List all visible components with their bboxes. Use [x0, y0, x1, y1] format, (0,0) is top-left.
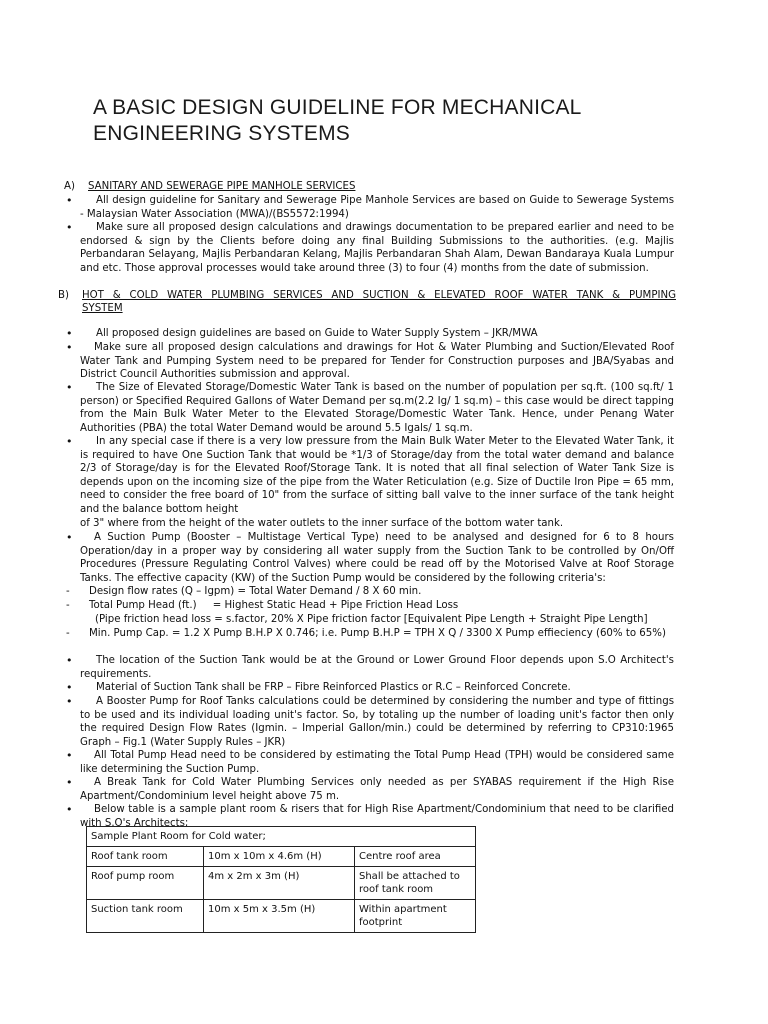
section-a-heading: SANITARY AND SEWERAGE PIPE MANHOLE SERVICES: [88, 181, 356, 192]
table-row: [87, 847, 476, 867]
section-b-bullet-7: Material of Suction Tank shall be FRP – Fibre Reinforced Plastics or R.C – Reinforced Concrete.: [96, 682, 571, 693]
table-caption-row: [87, 827, 476, 847]
table-row: [87, 867, 476, 900]
table-cell-note: Within apartment footprint: [355, 900, 476, 933]
dash-icon: -: [66, 628, 70, 639]
table-caption: Sample Plant Room for Cold water;: [87, 827, 476, 847]
section-b-heading-line-2: SYSTEM: [82, 303, 123, 314]
table-row: [87, 900, 476, 933]
title-line-2: ENGINEERING SYSTEMS: [93, 122, 351, 145]
section-b-bullet-4: In any special case if there is a very low pressure from the Main Bulk Water Meter to the Elevated Water Tank, it is required to have One Suction Tank that would be *1/3 of Storage/day from the total water demand and balance 2/3 of Storage/day is for the Elevated Roof/Storage Tank. It is noted that all final selection of Water Tank Size is depends upon on the incoming size of the pipe from the Water Reticulation (e.g. Size of Ductile Iron Pipe = 65 mm, need to consider the free board of 10" from the surface of sitting ball valve to the inner surface of the tank height and the balance bottom height: [80, 436, 674, 515]
table-cell-note: Centre roof area: [355, 847, 476, 867]
section-b-bullet-8: A Booster Pump for Roof Tanks calculations could be determined by considering the number and type of fittings to be used and its individual loading unit's factor. So, by totaling up the number of loading unit's factor then only the required Design Flow Rates (Igmin. – Imperial Gallon/min.) could be determined by referring to CP310:1965 Graph – Fig.1 (Water Supply Rules – JKR): [80, 696, 674, 748]
section-b-bullet-10: A Break Tank for Cold Water Plumbing Services only needed as per SYABAS requirement if the High Rise Apartment/Condominium level height above 75 m.: [80, 777, 674, 802]
section-b-label: B): [58, 290, 69, 301]
section-b-bullet-1: All proposed design guidelines are based on Guide to Water Supply System – JKR/MWA: [96, 328, 538, 339]
bullet-icon: •: [66, 654, 73, 667]
criteria-total-pump-head: Total Pump Head (ft.) = Highest Static Head + Pipe Friction Head Loss: [89, 600, 459, 611]
criteria-design-flow-rates: Design flow rates (Q – Igpm) = Total Water Demand / 8 X 60 min.: [89, 586, 422, 597]
section-b-bullet-9: All Total Pump Head need to be considered by estimating the Total Pump Head (TPH) would be considered same like determining the Suction Pump.: [80, 750, 674, 775]
bullet-icon: •: [66, 435, 73, 448]
section-b-bullet-6: The location of the Suction Tank would be at the Ground or Lower Ground Floor depends upon S.O Architect's requirements.: [80, 655, 674, 680]
bullet-icon: •: [66, 194, 73, 207]
bullet-icon: •: [66, 221, 73, 234]
bullet-icon: •: [66, 749, 73, 762]
document-title: [93, 95, 693, 147]
table-cell-size: 10m x 5m x 3.5m (H): [204, 900, 355, 933]
table-cell-note: Shall be attached to roof tank room: [355, 867, 476, 900]
bullet-icon: •: [66, 803, 73, 816]
section-b-heading-line-1: HOT & COLD WATER PLUMBING SERVICES AND SUCTION & ELEVATED ROOF WATER TANK & PUMPING: [82, 290, 676, 301]
bullet-icon: •: [66, 681, 73, 694]
plant-room-table: [86, 826, 476, 933]
dash-icon: -: [66, 600, 70, 611]
section-b-bullet-2: Make sure all proposed design calculations and drawings for Hot & Water Plumbing and Suction/Elevated Roof Water Tank and Pumping System need to be prepared for Tender for Construction purposes and JBA/Syabas and District Council Authorities submission and approval.: [80, 342, 674, 381]
section-a-bullet-2: Make sure all proposed design calculations and drawings documentation to be prepared earlier and need to be endorsed & sign by the Clients before doing any final Building Submissions to the authorities. (e.g. Majlis Perbandaran Selayang, Majlis Perbandaran Kelang, Majlis Perbandaran Shah Alam, Dewan Bandaraya Kuala Lumpur and etc. Those approval processes would take around three (3) to four (4) months from the date of submission.: [80, 222, 674, 274]
section-b-bullet-3: The Size of Elevated Storage/Domestic Water Tank is based on the number of population per sq.ft. (100 sq.ft/ 1 person) or Specified Required Gallons of Water Demand per sq.m(2.2 Ig/ 1 sq.m) – this case would be direct tapping from the Main Bulk Water Meter to the Elevated Storage/Domestic Water Tank. Hence, under Penang Water Authorities (PBA) the total Water Demand would be around 5.5 Igals/ 1 sq.m.: [80, 382, 674, 434]
table-cell-size: 4m x 2m x 3m (H): [204, 867, 355, 900]
section-b-bullet-5: A Suction Pump (Booster – Multistage Vertical Type) need to be analysed and designed for 6 to 8 hours Operation/day in a proper way by considering all water supply from the Suction Tank to be controlled by On/Off Procedures (Pressure Regulating Control Valves) where could be read off by the Motorised Valve at Roof Storage Tanks. The effective capacity (KW) of the Suction Pump would be considered by the following criteria's:: [80, 532, 674, 584]
criteria-pipe-friction-note: (Pipe friction head loss = s.factor, 20% X Pipe friction factor [Equivalent Pipe Length + Straight Pipe Length]: [95, 614, 648, 625]
dash-icon: -: [66, 586, 70, 597]
table-cell-room: Suction tank room: [87, 900, 204, 933]
table-cell-size: 10m x 10m x 4.6m (H): [204, 847, 355, 867]
bullet-icon: •: [66, 776, 73, 789]
section-b-bullet-11: Below table is a sample plant room & risers that for High Rise Apartment/Condominium that need to be clarified with S.O's Architects;: [80, 804, 674, 829]
section-b-bullet-4-continued: of 3" where from the height of the water outlets to the inner surface of the bottom water tank.: [80, 518, 564, 529]
table-cell-room: Roof pump room: [87, 867, 204, 900]
criteria-min-pump-capacity: Min. Pump Cap. = 1.2 X Pump B.H.P X 0.746; i.e. Pump B.H.P = TPH X Q / 3300 X Pump effieciency (60% to 65%): [89, 628, 666, 639]
bullet-icon: •: [66, 531, 73, 544]
section-a-bullet-1: All design guideline for Sanitary and Sewerage Pipe Manhole Services are based on Guide to Sewerage Systems - Malaysian Water Association (MWA)/(BS5572:1994): [80, 195, 674, 220]
bullet-icon: •: [66, 341, 73, 354]
title-line-1: A BASIC DESIGN GUIDELINE FOR MECHANICAL: [93, 96, 582, 119]
section-a-label: A): [64, 181, 75, 192]
bullet-icon: •: [66, 695, 73, 708]
bullet-icon: •: [66, 381, 73, 394]
bullet-icon: •: [66, 327, 73, 340]
table-cell-room: Roof tank room: [87, 847, 204, 867]
